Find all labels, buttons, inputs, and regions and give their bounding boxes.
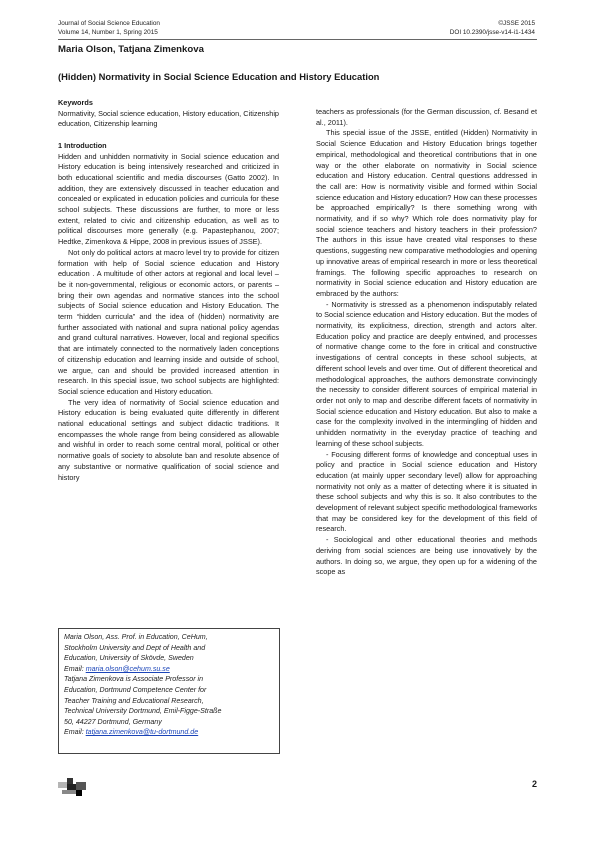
author-email-line bbox=[64, 727, 279, 738]
bullet-item: - Normativity is stressed as a phenomenon indisputably related to Social science education and History education. But the modes of normativity, its explicitness, direction, strength and actors alter. Education policy and practice are deeply entwined, and processes of normative change come to the fore in critical and constructive investigations of central concepts in these school subjects, at different school levels and over time. Out of different theoretical and methodological approaches, the authors demonstrate convincingly the necessity to consider different sources of empirical material in order not only to map and describe different facets of normativity in Social science education and History education. But also to make a case for the complexity involved in the intermingling of hidden and unhidden normativity in the everyday practice of teaching and learning of these school subjects. bbox=[316, 299, 537, 448]
journal-meta bbox=[450, 19, 535, 37]
header-rule bbox=[58, 39, 537, 40]
email-label: Email: bbox=[64, 664, 86, 673]
body-paragraph: This special issue of the JSSE, entitled (Hidden) Normativity in Social Science Education and History Education brings together empirical, methodological and theoretical contributions that in one way or the other elaborate on normativity in Social science education and History education. Central questions addressed in the call are: How is normativity visible and formed within Social science education and History education? How can these processes be approached empirically? Is there something wrong with normativity, and if so why? Which role does normativity play for social science teachers and history teachers in their profession? The authors in this issue have created vital responses to these questions, suggesting new comparative methodologies and opening up innovative areas of empirical research in more or less theoretical framings. The following specific approaches to research on normativity in Social science education and History education are embraced by the authors: bbox=[316, 128, 537, 298]
keywords-text: Normativity, Social science education, History education, Citizenship education, Citizenship learning bbox=[58, 108, 279, 129]
author-info-line: Maria Olson, Ass. Prof. in Education, CeHum, bbox=[64, 633, 208, 641]
author-email-line bbox=[64, 664, 279, 675]
email-link-zimenkova[interactable]: tatjana.zimenkova@tu-dortmund.de bbox=[85, 728, 199, 737]
author-info-line: 50, 44227 Dortmund, Germany bbox=[64, 717, 162, 726]
email-label: Email: bbox=[64, 728, 86, 737]
journal-header bbox=[58, 19, 160, 37]
author-info-box bbox=[58, 628, 280, 754]
copyright: ©JSSE 2015 bbox=[498, 20, 535, 27]
author-info-line: Teacher Training and Educational Research, bbox=[64, 696, 204, 705]
keywords-heading: Keywords bbox=[58, 98, 93, 107]
article-authors: Maria Olson, Tatjana Zimenkova bbox=[58, 44, 204, 55]
introduction-heading: 1 Introduction bbox=[58, 140, 107, 150]
journal-name: Journal of Social Science Education bbox=[58, 20, 160, 27]
jsse-logo-icon bbox=[58, 778, 88, 798]
author-info-line: Technical University Dortmund, Emil-Figge-Straße bbox=[64, 707, 222, 716]
article-title: (Hidden) Normativity in Social Science Education and History Education bbox=[58, 71, 380, 82]
email-link-olson[interactable]: maria.olson@cehum.su.se bbox=[85, 664, 170, 673]
page-number: 2 bbox=[531, 779, 537, 789]
author-info-line: Tatjana Zimenkova is Associate Professor in bbox=[64, 675, 204, 684]
author-info-line: Stockholm University and Dept of Health and bbox=[64, 643, 206, 652]
left-column bbox=[58, 98, 279, 483]
right-column bbox=[316, 107, 537, 578]
intro-paragraph: Not only do political actors at macro level try to provide for citizen formation with help of Social science education and History education . A multitude of other actors at regional and local level – be it non-governmental, religious or economic actors, or parents – bring their own agendas and normative stances into the school subjects of Social science education and History Education. The term “hidden curricula” and the idea of (hidden) normativity are further associated with national and supra national policy agendas and grand cultural narratives. However, local and regional specifics that are intimately connected to the normatively laden conceptions of citizenship education and learning inside and outside of school, we argue, can and should be provided increased attention in research. In this special issue, two school subjects are highlighted: Social science education and History education. bbox=[58, 247, 279, 396]
journal-volume: Volume 14, Number 1, Spring 2015 bbox=[58, 29, 158, 36]
bullet-item: - Sociological and other educational theories and methods deriving from social sciences are being use innovatively by the authors. In doing so, we argue, they open up for a widening of the scope as bbox=[316, 535, 537, 577]
body-paragraph: teachers as professionals (for the German discussion, cf. Besand et al., 2011). bbox=[316, 107, 537, 127]
doi: DOI 10.2390/jsse-v14-i1-1434 bbox=[449, 29, 535, 36]
author-info-line: Education, Dortmund Competence Center for bbox=[64, 685, 207, 694]
author-info-line: Education, University of Skövde, Sweden bbox=[64, 654, 194, 663]
bullet-item: - Focusing different forms of knowledge and conceptual uses in policy and practice in Social science education and History education (at mainly upper secondary level) allow for approaching normativity not only as a matter of detecting where it is situated in these school subjects and why this is so. It also contributes to the development of relevant subject specific methodological frameworks that may be considered key for the development of this field of research. bbox=[316, 449, 537, 534]
intro-paragraph: Hidden and unhidden normativity in Social science education and History education is being intensively researched and criticized in both educational scientific and media discourses (Gatto 2002). In addition, they are extensively discussed in teacher education and concealed or explicated in education policies and curricula for these school subjects. These discussions are further, to more or less extent, related to civic and citizenship education, as well as to political discourses more generally (e.g. Papastephanou, 2007; Hedtke, Zimenkova & Hippe, 2008 in previous issues of JSSE). bbox=[58, 151, 279, 247]
intro-paragraph: The very idea of normativity of Social science education and History education is being evaluated quite differently in different national educational settings and subject didactic traditions. It encompasses the whole range from being considered as allowable and wishful in order to reach some central moral, political or other normative goals of society to absolute ban and resolute absence of any substantive or normative qualification of social science and history bbox=[58, 397, 279, 482]
